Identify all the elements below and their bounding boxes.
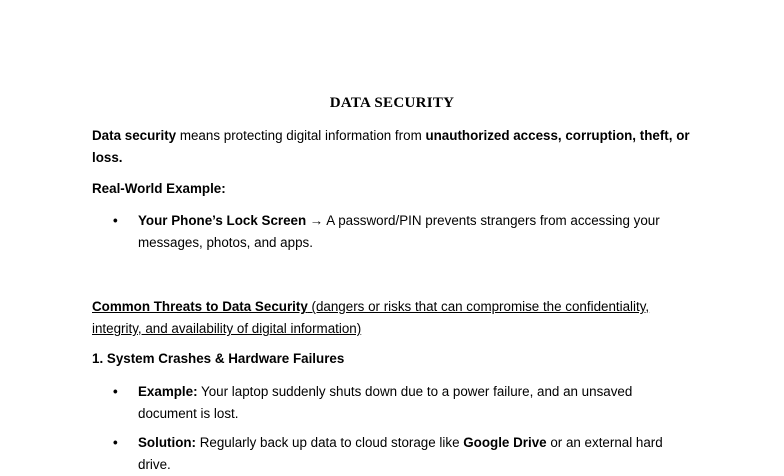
threat-example-text	[138, 381, 693, 425]
example-bullet-label: Your Phone’s Lock Screen	[138, 213, 307, 228]
threat-solution-text	[138, 432, 693, 476]
intro-term: Data security	[92, 128, 177, 143]
document-title: DATA SECURITY	[329, 95, 455, 111]
threats-heading: Common Threats to Data Security	[92, 299, 308, 314]
bullet-icon: •	[113, 213, 118, 228]
intro-emphasis: unauthorized access, corruption, theft, or loss.	[92, 128, 690, 165]
example-bullet-text	[138, 210, 693, 254]
arrow-icon: →	[306, 213, 327, 228]
bullet-icon: •	[113, 384, 118, 399]
intro-middle-text: means protecting digital information from	[176, 128, 426, 143]
threats-subheading: (dangers or risks that can compromise the confidentiality, integrity, and availability of digital information)	[92, 299, 650, 336]
threat-example-label: Example:	[138, 384, 198, 399]
threat-solution-body: Regularly back up data to cloud storage like	[196, 435, 464, 450]
intro-paragraph	[92, 125, 702, 169]
threat-solution-emphasis: Google Drive	[463, 435, 547, 450]
threat-item-1-title: 1. System Crashes & Hardware Failures	[92, 351, 345, 366]
example-heading: Real-World Example:	[92, 181, 226, 196]
threat-solution-label: Solution:	[138, 435, 197, 450]
example-bullet-body: A password/PIN prevents strangers from accessing your messages, photos, and apps.	[138, 213, 660, 250]
bullet-icon: •	[113, 435, 118, 450]
threats-heading-paragraph	[92, 296, 702, 340]
threat-example-body: Your laptop suddenly shuts down due to a power failure, and an unsaved document is lost.	[138, 384, 633, 421]
threat-solution-tail: or an external hard drive.	[138, 435, 663, 472]
